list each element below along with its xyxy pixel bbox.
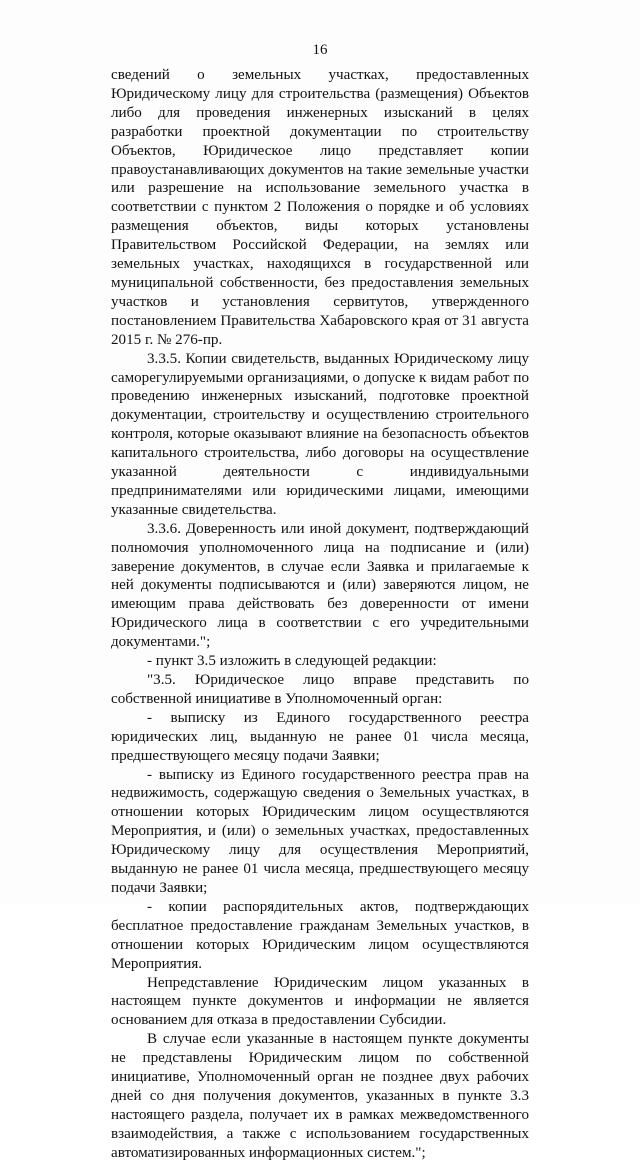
paragraph-interagency-request: В случае если указанные в настоящем пункте документы не представлены Юридическим лицом по собственной инициативе, Уполномоченный орган не позднее двух рабочих дней со дня получения документов, указанных в пункте 3.3 настоящего раздела, получает их в рамках межведомственного взаимодействия, а также с использованием государственных автоматизированных информационных систем.";: [111, 1031, 529, 1161]
list-item-administrative-acts: - копии распорядительных актов, подтверждающих бесплатное предоставление гражданам Земельных участков, в отношении которых Юридическим лицом осуществляются Мероприятия.: [111, 898, 529, 972]
paragraph-non-submission: Непредставление Юридическим лицом указанных в настоящем пункте документов и информации не является основанием для отказа в предоставлении Субсидии.: [111, 974, 529, 1029]
document-body: [111, 66, 529, 1163]
paragraph-amendment-3-5: - пункт 3.5 изложить в следующей редакции:: [147, 653, 437, 670]
paragraph-land-documents: сведений о земельных участках, предоставленных Юридическому лицу для строительства (размещения) Объектов либо для проведения инженерных изысканий в целях разработки проектной документации по строительству Объектов, Юридическое лицо представляет копии правоустанавливающих документов на такие земельные участки или разрешение на использование земельного участка в соответствии с пунктом 2 Положения о порядке и об условиях размещения объектов, виды которых установлены Правительством Российской Федерации, на землях или земельных участках, находящихся в государственной или муниципальной собственности, без предоставления земельных участков и установления сервитутов, утвержденного постановлением Правительства Хабаровского края от 31 августа 2015 г. № 276-пр.: [111, 67, 529, 348]
paragraph-3-3-5: 3.3.5. Копии свидетельств, выданных Юридическому лицу саморегулируемыми организациями, о допуске к видам работ по проведению инженерных изысканий, подготовке проектной документации, строительству и осуществлению строительного контроля, которые оказывают влияние на безопасность объектов капитального строительства, либо договоры на осуществление указанной деятельности с индивидуальными предпринимателями или юридическими лицами, имеющими указанные свидетельства.: [111, 350, 529, 518]
page-number: 16: [312, 42, 328, 58]
paragraph-3-5-intro: "3.5. Юридическое лицо вправе представить по собственной инициативе в Уполномоченный орган:: [111, 672, 529, 707]
list-item-legal-entities-extract: - выписку из Единого государственного реестра юридических лиц, выданную не ранее 01 числа месяца, предшествующего месяцу подачи Заявки;: [111, 709, 529, 764]
list-item-real-estate-extract: - выписку из Единого государственного реестра прав на недвижимость, содержащую сведения о Земельных участках, в отношении которых Юридическим лицом осуществляются Мероприятия, и (или) о земельных участках, предоставленных Юридическому лицу для осуществления Мероприятий, выданную не ранее 01 числа месяца, предшествующего месяцу подачи Заявки;: [111, 766, 529, 896]
paragraph-3-3-6: 3.3.6. Доверенность или иной документ, подтверждающий полномочия уполномоченного лица на подписание и (или) заверение документов, в случае если Заявка и прилагаемые к ней документы подписываются и (или) заверяются лицом, не имеющим права действовать без доверенности от имени Юридического лица в соответствии с его учредительными документами.";: [111, 520, 529, 651]
